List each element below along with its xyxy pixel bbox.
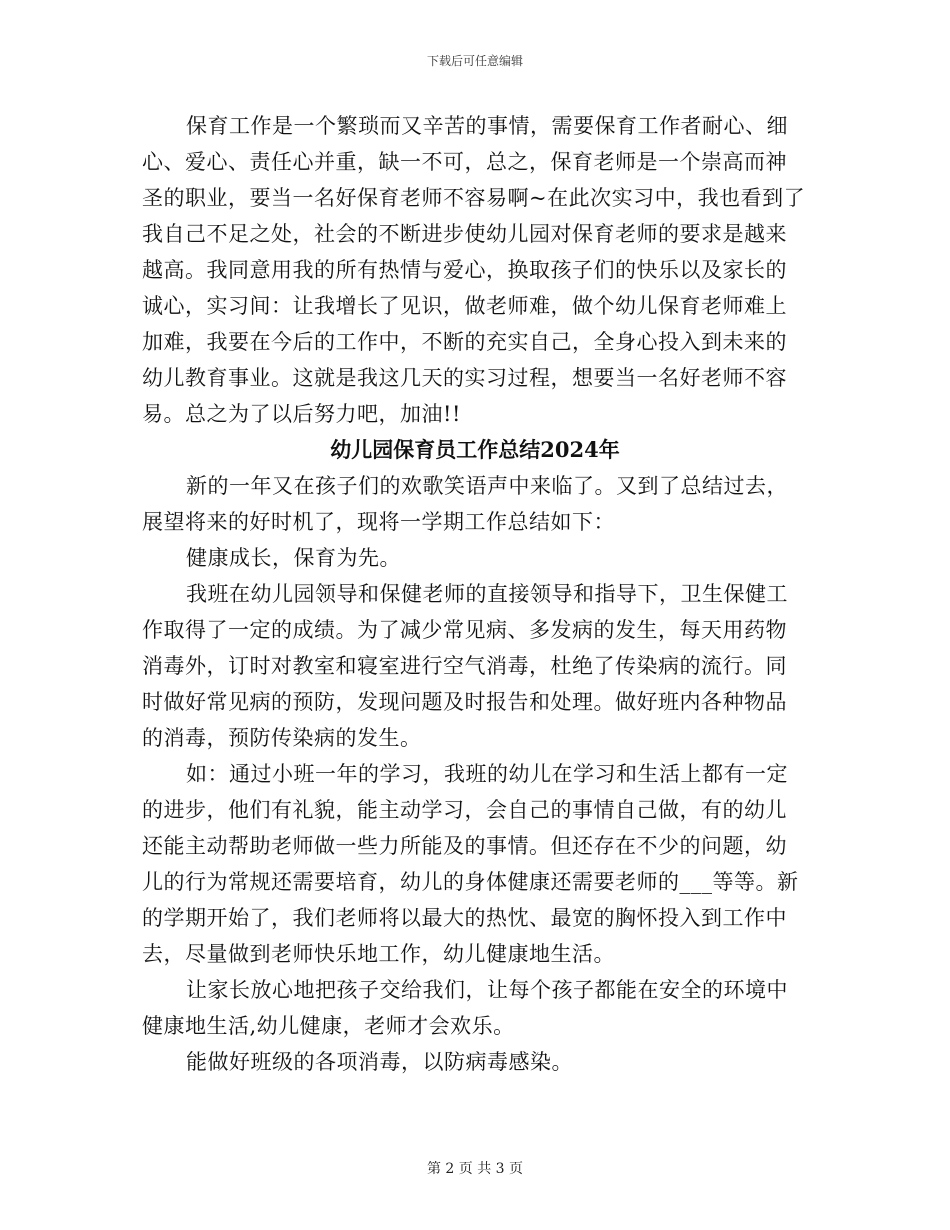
text-line: 能做好班级的各项消毒，以防病毒感染。 [186, 1050, 573, 1074]
text-line: 越高。我同意用我的所有热情与爱心，换取孩子们的快乐以及家长的 [142, 258, 787, 282]
text-line: 加难，我要在今后的工作中，不断的充实自己，全身心投入到未来的 [142, 330, 787, 354]
paragraph [142, 576, 808, 756]
text-line: 圣的职业，要当一名好保育老师不容易啊~在此次实习中，我也看到了 [142, 186, 806, 210]
paragraph [142, 756, 808, 972]
text-line: 健康地生活,幼儿健康，老师才会欢乐。 [142, 1014, 515, 1038]
text-line: 我自己不足之处，社会的不断进步使幼儿园对保育老师的要求是越来 [142, 222, 787, 246]
document-body [142, 108, 808, 1080]
section-title: 幼儿园保育员工作总结2024年 [330, 437, 620, 462]
paragraph [142, 972, 808, 1044]
paragraph [142, 468, 808, 540]
text-line: 让家长放心地把孩子交给我们，让每个孩子都能在安全的环境中 [186, 978, 788, 1002]
text-line: 去，尽量做到老师快乐地工作，幼儿健康地生活。 [142, 942, 615, 966]
text-line: 如：通过小班一年的学习，我班的幼儿在学习和生活上都有一定 [186, 762, 788, 786]
text-line: 还能主动帮助老师做一些力所能及的事情。但还存在不少的问题，幼 [142, 834, 787, 858]
text-line: 展望将来的好时机了，现将一学期工作总结如下： [142, 510, 615, 534]
text-line: 我班在幼儿园领导和保健老师的直接领导和指导下，卫生保健工 [186, 582, 788, 606]
page-number: 第 2 页 共 3 页 [426, 1161, 524, 1177]
text-line: 消毒外，订时对教室和寝室进行空气消毒，杜绝了传染病的流行。同 [142, 654, 787, 678]
text-line: 的进步，他们有礼貌，能主动学习，会自己的事情自己做，有的幼儿 [142, 798, 787, 822]
text-line: 心、爱心、责任心并重，缺一不可，总之，保育老师是一个崇高而神 [142, 150, 787, 174]
text-line: 幼儿教育事业。这就是我这几天的实习过程，想要当一名好老师不容 [142, 366, 787, 390]
text-line: 时做好常见病的预防，发现问题及时报告和处理。做好班内各种物品 [142, 690, 787, 714]
text-line: 儿的行为常规还需要培育，幼儿的身体健康还需要老师的___等等。新 [142, 870, 799, 894]
text-line: 新的一年又在孩子们的欢歌笑语声中来临了。又到了总结过去， [186, 474, 788, 498]
text-line: 健康成长，保育为先。 [186, 546, 401, 570]
paragraph [142, 1044, 808, 1080]
page-header-note: 下载后可任意编辑 [426, 54, 523, 68]
text-line: 保育工作是一个繁琐而又辛苦的事情，需要保育工作者耐心、细 [186, 114, 788, 138]
text-line: 诚心，实习间：让我增长了见识，做老师难，做个幼儿保育老师难上 [142, 294, 787, 318]
text-line: 的消毒，预防传染病的发生。 [142, 726, 422, 750]
text-line: 的学期开始了，我们老师将以最大的热忱、最宽的胸怀投入到工作中 [142, 906, 787, 930]
paragraph [142, 540, 808, 576]
text-line: 易。总之为了以后努力吧，加油!! [142, 402, 461, 426]
text-line: 作取得了一定的成绩。为了减少常见病、多发病的发生，每天用药物 [142, 618, 787, 642]
paragraph [142, 108, 808, 432]
